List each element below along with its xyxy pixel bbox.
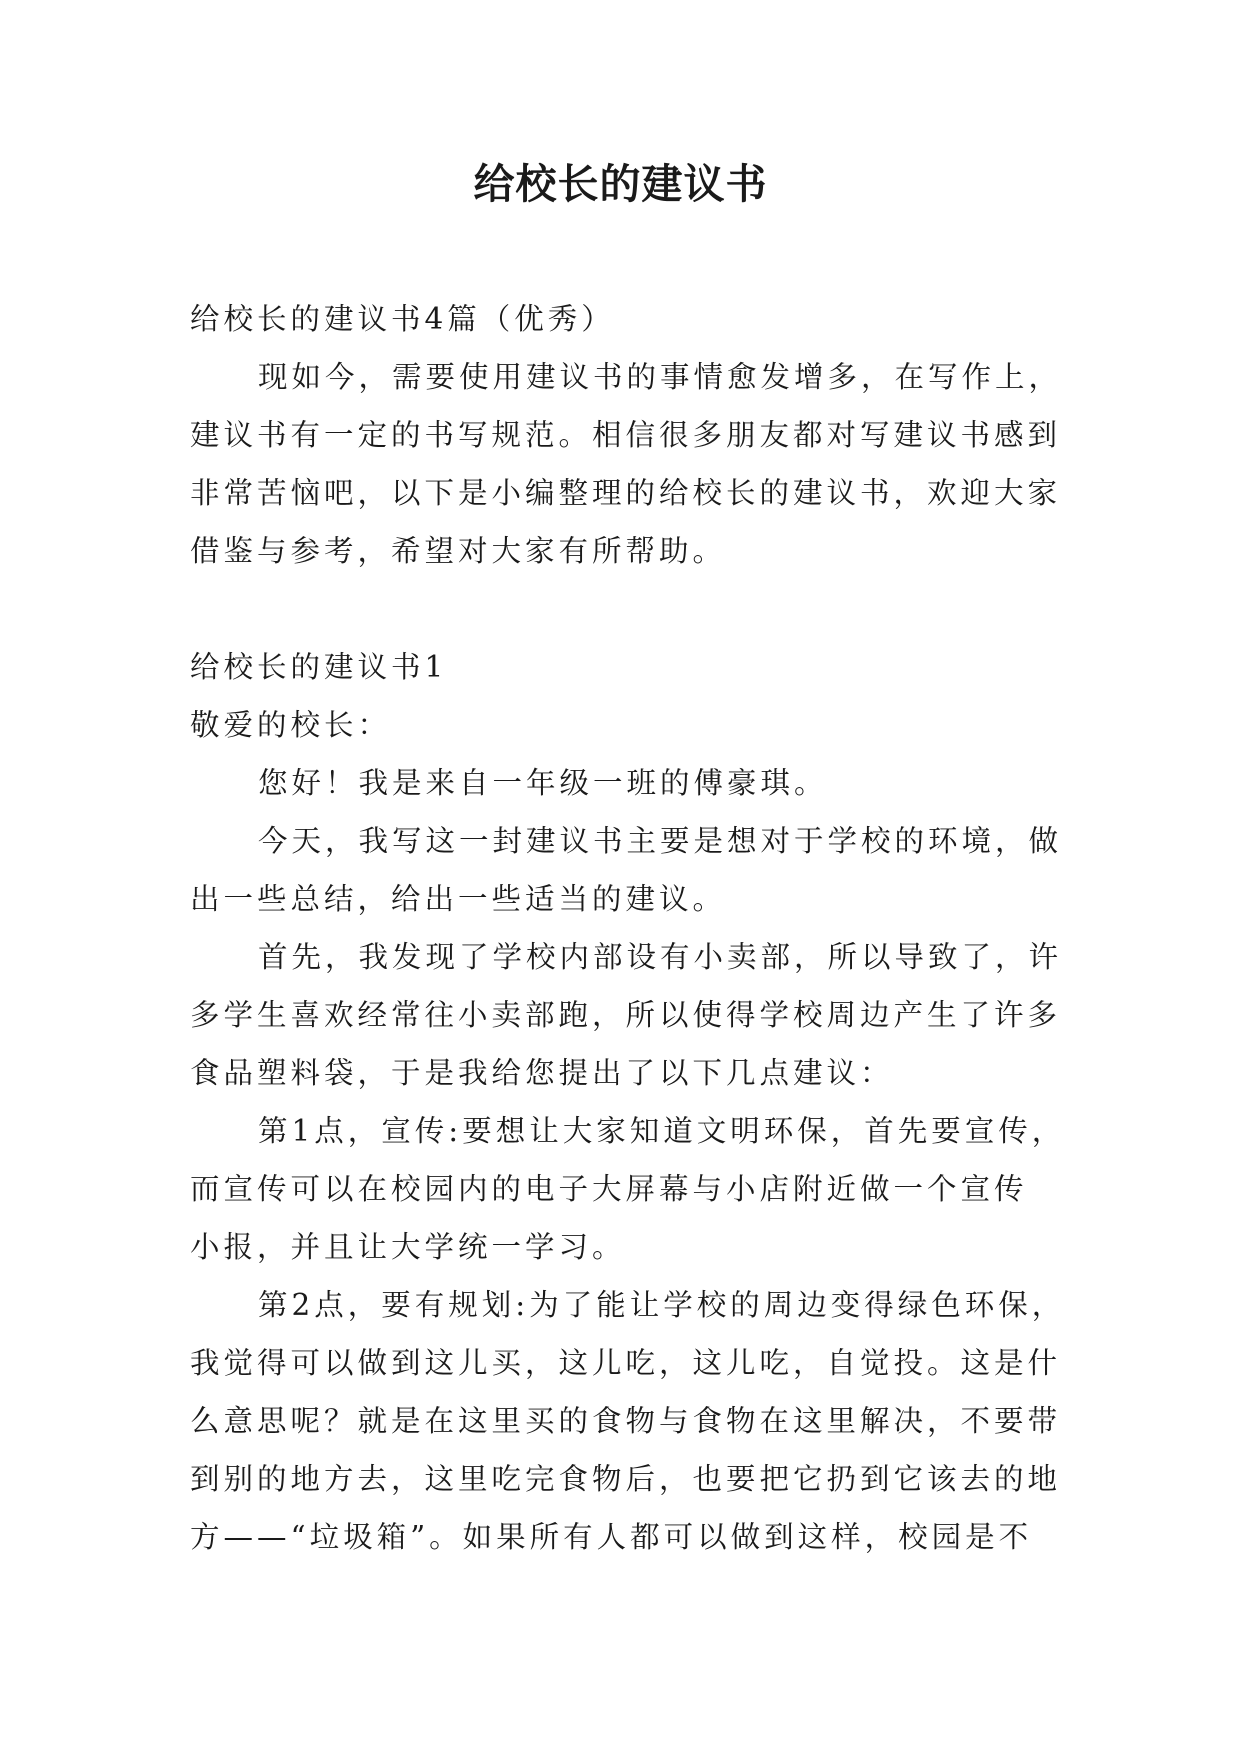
paragraph-line: 小报，并且让大学统一学习。 bbox=[190, 1230, 626, 1264]
document-body bbox=[190, 290, 1066, 1566]
paragraph-line: 而宣传可以在校园内的电子大屏幕与小店附近做一个宣传 bbox=[190, 1172, 1028, 1206]
paragraph-line: 首先，我发现了学校内部设有小卖部，所以导致了，许 bbox=[258, 940, 1063, 974]
paragraph-line: 您好！我是来自一年级一班的傅豪琪。 bbox=[258, 766, 828, 800]
document-subtitle: 给校长的建议书4篇（优秀） bbox=[190, 302, 615, 336]
intro-line: 现如今，需要使用建议书的事情愈发增多，在写作上， bbox=[258, 360, 1063, 394]
intro-line: 非常苦恼吧，以下是小编整理的给校长的建议书，欢迎大家 bbox=[190, 476, 1062, 510]
paragraph-line: 今天，我写这一封建议书主要是想对于学校的环境，做 bbox=[258, 824, 1063, 858]
paragraph-line: 第1点，宣传:要想让大家知道文明环保，首先要宣传， bbox=[258, 1114, 1066, 1148]
salutation: 敬爱的校长： bbox=[190, 708, 392, 742]
paragraph-line: 方——“垃圾箱”。如果所有人都可以做到这样，校园是不 bbox=[190, 1520, 1033, 1554]
paragraph-line: 出一些总结，给出一些适当的建议。 bbox=[190, 882, 727, 916]
intro-line: 建议书有一定的书写规范。相信很多朋友都对写建议书感到 bbox=[190, 418, 1062, 452]
section-heading: 给校长的建议书1 bbox=[190, 650, 448, 684]
paragraph-line: 多学生喜欢经常往小卖部跑，所以使得学校周边产生了许多 bbox=[190, 998, 1062, 1032]
paragraph-line: 第2点，要有规划:为了能让学校的周边变得绿色环保， bbox=[258, 1288, 1066, 1322]
paragraph-line: 我觉得可以做到这儿买，这儿吃，这儿吃，自觉投。这是什 bbox=[190, 1346, 1062, 1380]
paragraph-gap bbox=[190, 580, 1050, 638]
paragraph-line: 食品塑料袋，于是我给您提出了以下几点建议： bbox=[190, 1056, 894, 1090]
intro-line: 借鉴与参考，希望对大家有所帮助。 bbox=[190, 534, 727, 568]
document-title: 给校长的建议书 bbox=[473, 160, 768, 208]
paragraph-line: 到别的地方去，这里吃完食物后，也要把它扔到它该去的地 bbox=[190, 1462, 1062, 1496]
paragraph-line: 么意思呢？就是在这里买的食物与食物在这里解决，不要带 bbox=[190, 1404, 1062, 1438]
